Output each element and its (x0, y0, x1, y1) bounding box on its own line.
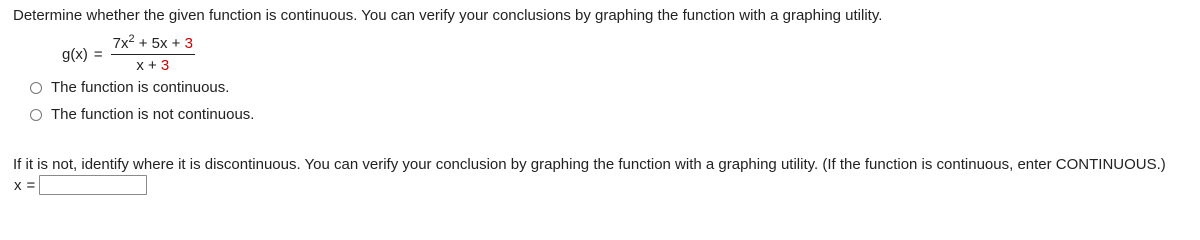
fraction (111, 32, 195, 74)
answer-equals: = (26, 176, 36, 194)
denominator-constant: 3 (160, 56, 170, 74)
fraction-denominator (136, 55, 169, 74)
denominator-term-1: x + (136, 56, 161, 74)
question-prompt: Determine whether the given function is continuous. You can verify your conclusions by graphing the function with a graphing utility. (13, 7, 883, 24)
numerator-term-2: + 5x + (134, 34, 185, 52)
option-not-continuous[interactable] (30, 106, 254, 123)
numerator-term-1: 7x (112, 34, 129, 52)
option-continuous-label: The function is continuous. (51, 79, 230, 96)
fraction-numerator (111, 32, 195, 55)
answer-input[interactable] (39, 175, 147, 195)
radio-continuous[interactable] (30, 82, 42, 94)
answer-variable: x (14, 176, 22, 194)
function-expression (62, 34, 195, 74)
option-not-continuous-label: The function is not continuous. (51, 106, 255, 123)
followup-instruction: If it is not, identify where it is discontinuous. You can verify your conclusion by graphing the function with a graphing utility. (If the function is continuous, enter CONTINUOUS.) (13, 156, 1166, 173)
radio-not-continuous[interactable] (30, 109, 42, 121)
numerator-constant: 3 (184, 34, 193, 52)
numerator-exponent: 2 (128, 32, 135, 45)
equals-sign: = (93, 45, 103, 63)
answer-row (14, 175, 147, 195)
function-name: g(x) (62, 45, 88, 63)
option-continuous[interactable] (30, 79, 229, 96)
